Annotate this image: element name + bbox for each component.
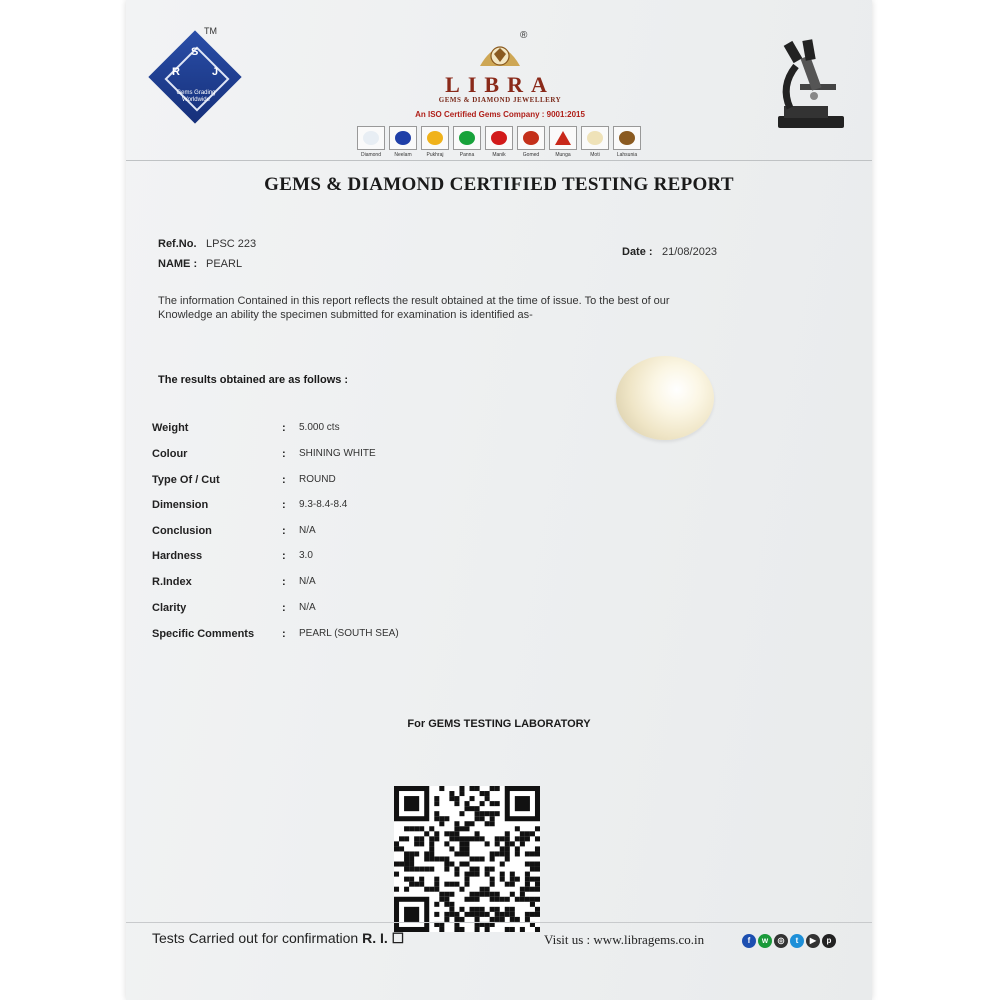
gem-icon [619,131,635,145]
property-value: PEARL (SOUTH SEA) [299,628,399,639]
property-label: Specific Comments [152,628,255,640]
youtube-icon[interactable]: ▶ [806,934,820,948]
gem-item [612,126,642,164]
pearl-image [616,356,714,440]
property-colon: : [282,422,286,434]
twitter-icon[interactable]: t [790,934,804,948]
gem-icon [523,131,539,145]
date-label: Date : [622,246,653,258]
gem-icon [363,131,379,145]
property-colon: : [282,550,286,562]
gem-label: Neelam [394,152,412,158]
gem-label: Diamond [360,152,381,158]
registered-mark: ® [520,30,528,41]
property-colon: : [282,602,286,614]
srj-letter-j: J [212,66,219,78]
property-label: Clarity [152,602,187,614]
property-label: Hardness [152,550,203,562]
gem-icon [395,131,411,145]
gem-label: Pukhraj [426,152,444,158]
report-title: GEMS & DIAMOND CERTIFIED TESTING REPORT [264,174,734,195]
gem-item [484,126,514,164]
header-divider [126,160,872,161]
ref-label: Ref.No. [158,238,197,250]
iso-certification: An ISO Certified Gems Company : 9001:2015 [415,110,585,119]
property-colon: : [282,474,286,486]
intro-paragraph [158,294,758,322]
property-value: N/A [299,525,316,536]
gem-label: Lahsunia [616,152,638,158]
srj-logo [150,32,242,124]
srj-letter-r: R [172,66,180,78]
libra-brand: LIBRA [445,72,555,97]
property-value: 9.3-8.4-8.4 [299,499,348,510]
gem-icon [491,131,507,145]
property-value: 5.000 cts [299,422,340,433]
property-label: Weight [152,422,189,434]
property-value: ROUND [299,474,336,485]
srj-tagline: Gems Grading Worldwide [176,90,216,103]
checkbox-icon: ☐ [391,930,405,946]
whatsapp-icon[interactable]: w [758,934,772,948]
social-icons [742,934,836,948]
name-label: NAME : [158,258,198,270]
lab-signature-line: For GEMS TESTING LABORATORY [407,718,591,730]
srj-letter-s: S [191,46,199,58]
footer-divider [126,922,872,923]
results-heading: The results obtained are as follows : [158,374,349,386]
gem-label: Manik [492,152,506,158]
gem-label: Gomed [522,152,540,158]
gem-item [388,126,418,164]
gem-item [356,126,386,164]
gem-icon [427,131,443,145]
property-colon: : [282,499,286,511]
intro-line-1: The information Contained in this report reflects the result obtained at the time of issue. To the best of our [158,295,670,307]
website-link[interactable]: Visit us : www.libragems.co.in [544,932,705,947]
date-value: 21/08/2023 [662,246,718,258]
gem-item [516,126,546,164]
property-label: R.Index [152,576,192,588]
property-value: 3.0 [299,550,313,561]
gem-icon [459,131,475,145]
property-colon: : [282,576,286,588]
property-colon: : [282,628,286,640]
property-colon: : [282,448,286,460]
microscope-icon [770,36,850,136]
libra-crest-icon [470,36,530,76]
gem-strip [356,126,646,164]
tests-confirmation [152,930,404,947]
tests-method: R. I. [362,930,388,946]
name-value: PEARL [206,258,243,270]
qr-code[interactable] [394,786,540,932]
libra-subtitle: GEMS & DIAMOND JEWELLERY [438,96,562,104]
pinterest-icon[interactable]: p [822,934,836,948]
property-label: Dimension [152,499,209,511]
gem-icon [587,131,603,145]
gem-label: Munga [555,152,571,158]
gem-item [580,126,610,164]
property-value: N/A [299,576,316,587]
gem-label: Panna [459,152,475,158]
gem-icon [555,131,571,145]
ref-value: LPSC 223 [206,238,257,250]
property-label: Type Of / Cut [152,474,220,486]
property-label: Colour [152,448,188,460]
intro-line-2: Knowledge an ability the specimen submitted for examination is identified as- [158,309,533,321]
facebook-icon[interactable]: f [742,934,756,948]
tests-prefix: Tests Carried out for confirmation [152,930,363,946]
property-label: Conclusion [152,525,212,537]
property-colon: : [282,525,286,537]
property-value: SHINING WHITE [299,448,376,459]
instagram-icon[interactable]: ◎ [774,934,788,948]
property-value: N/A [299,602,316,613]
gem-item [548,126,578,164]
trademark-mark: TM [204,26,217,36]
gem-label: Moti [590,152,600,158]
gem-item [452,126,482,164]
gem-item [420,126,450,164]
